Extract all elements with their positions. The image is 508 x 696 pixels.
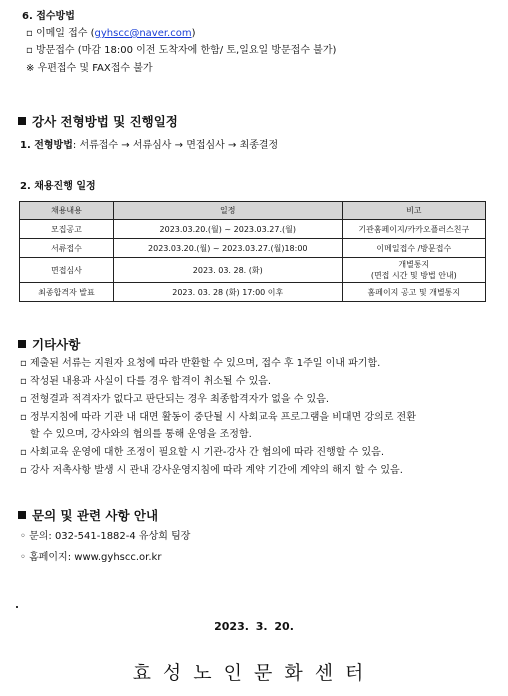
other-heading-text: 기타사항 bbox=[32, 337, 81, 352]
method-line bbox=[20, 139, 278, 152]
table-header-row bbox=[20, 202, 486, 220]
row-date: 2023. 03. 28 (화) 17:00 이후 bbox=[113, 283, 342, 302]
contact-heading-text: 문의 및 관련 사항 안내 bbox=[32, 508, 159, 523]
row-note: 홈페이지 공고 및 개별통지 bbox=[342, 283, 485, 302]
row-item: 서류접수 bbox=[20, 239, 114, 258]
header-item: 채용내용 bbox=[20, 202, 114, 220]
row-item: 최종합격자 발표 bbox=[20, 283, 114, 302]
row-note: 기관홈페이지/카카오플러스친구 bbox=[342, 220, 485, 239]
selection-heading bbox=[18, 114, 178, 130]
email-prefix: ▫ 이메일 접수 ( bbox=[26, 28, 95, 39]
section-6-title: 6. 접수방법 bbox=[22, 11, 75, 22]
row-note-line1: 개별통지 bbox=[398, 260, 430, 269]
selection-heading-text: 강사 전형방법 및 진행일정 bbox=[32, 114, 178, 129]
contact-phone: ◦ 문의: 032-541-1882-4 유상희 팀장 bbox=[20, 531, 191, 542]
row-item: 모집공고 bbox=[20, 220, 114, 239]
row-note: 이메일접수 /방문접수 bbox=[342, 239, 485, 258]
row-note-line2: (면접 시간 및 방법 안내) bbox=[370, 271, 457, 280]
other-item: ▫ 강사 저촉사항 발생 시 관내 강사운영지침에 따라 계약 기간에 계약의 해지 할 수 있음. bbox=[20, 465, 403, 476]
submission-note: ※ 우편접수 및 FAX접수 불가 bbox=[26, 63, 153, 74]
table-row bbox=[20, 239, 486, 258]
email-link[interactable]: gyhscc@naver.com bbox=[94, 28, 192, 39]
footer-date: 2023. 3. 20. bbox=[214, 620, 294, 633]
footer-organization: 효성노인문화센터 bbox=[132, 662, 376, 684]
table-row bbox=[20, 220, 486, 239]
square-bullet-icon bbox=[18, 511, 26, 519]
table-row bbox=[20, 283, 486, 302]
square-bullet-icon bbox=[18, 340, 26, 348]
row-date: 2023.03.20.(월) ~ 2023.03.27.(월)18:00 bbox=[113, 239, 342, 258]
other-item: ▫ 사회교육 운영에 대한 조정이 필요할 시 기관-강사 간 협의에 따라 진행할 수 있음. bbox=[20, 447, 385, 458]
other-item-continued: 할 수 있으며, 강사와의 협의를 통해 운영을 조정함. bbox=[30, 429, 252, 440]
schedule-table bbox=[19, 201, 486, 302]
schedule-label: 2. 채용진행 일정 bbox=[20, 181, 96, 192]
row-item: 면접심사 bbox=[20, 258, 114, 283]
row-note bbox=[342, 258, 485, 283]
other-item: ▫ 작성된 내용과 사실이 다를 경우 합격이 취소될 수 있음. bbox=[20, 376, 272, 387]
row-date: 2023.03.20.(월) ~ 2023.03.27.(월) bbox=[113, 220, 342, 239]
other-item: ▫ 제출된 서류는 지원자 요청에 따라 반환할 수 있으며, 접수 후 1주일 이내 파기함. bbox=[20, 358, 381, 369]
other-item: ▫ 전형결과 적격자가 없다고 판단되는 경우 최종합격자가 없을 수 있음. bbox=[20, 394, 330, 405]
email-suffix: ) bbox=[191, 28, 196, 39]
other-item: ▫ 정부지침에 따라 기관 내 대면 활동이 중단될 시 사회교육 프로그램을 비대면 강의로 전환 bbox=[20, 412, 416, 423]
contact-heading bbox=[18, 508, 158, 524]
other-heading bbox=[18, 337, 80, 353]
table-row bbox=[20, 258, 486, 283]
square-bullet-icon bbox=[18, 117, 26, 125]
method-label: 1. 전형방법 bbox=[20, 140, 73, 151]
row-date: 2023. 03. 28. (화) bbox=[113, 258, 342, 283]
method-text: : 서류접수 → 서류심사 → 면접심사 → 최종결정 bbox=[72, 140, 279, 151]
header-date: 일정 bbox=[113, 202, 342, 220]
email-submission-line bbox=[26, 27, 196, 40]
stray-dot bbox=[16, 606, 18, 608]
contact-homepage: ◦ 홈페이지: www.gyhscc.or.kr bbox=[20, 552, 162, 563]
visit-submission-line: ▫ 방문접수 (마감 18:00 이전 도착자에 한함/ 토,일요일 방문접수 불가) bbox=[26, 45, 337, 56]
header-note: 비고 bbox=[342, 202, 485, 220]
